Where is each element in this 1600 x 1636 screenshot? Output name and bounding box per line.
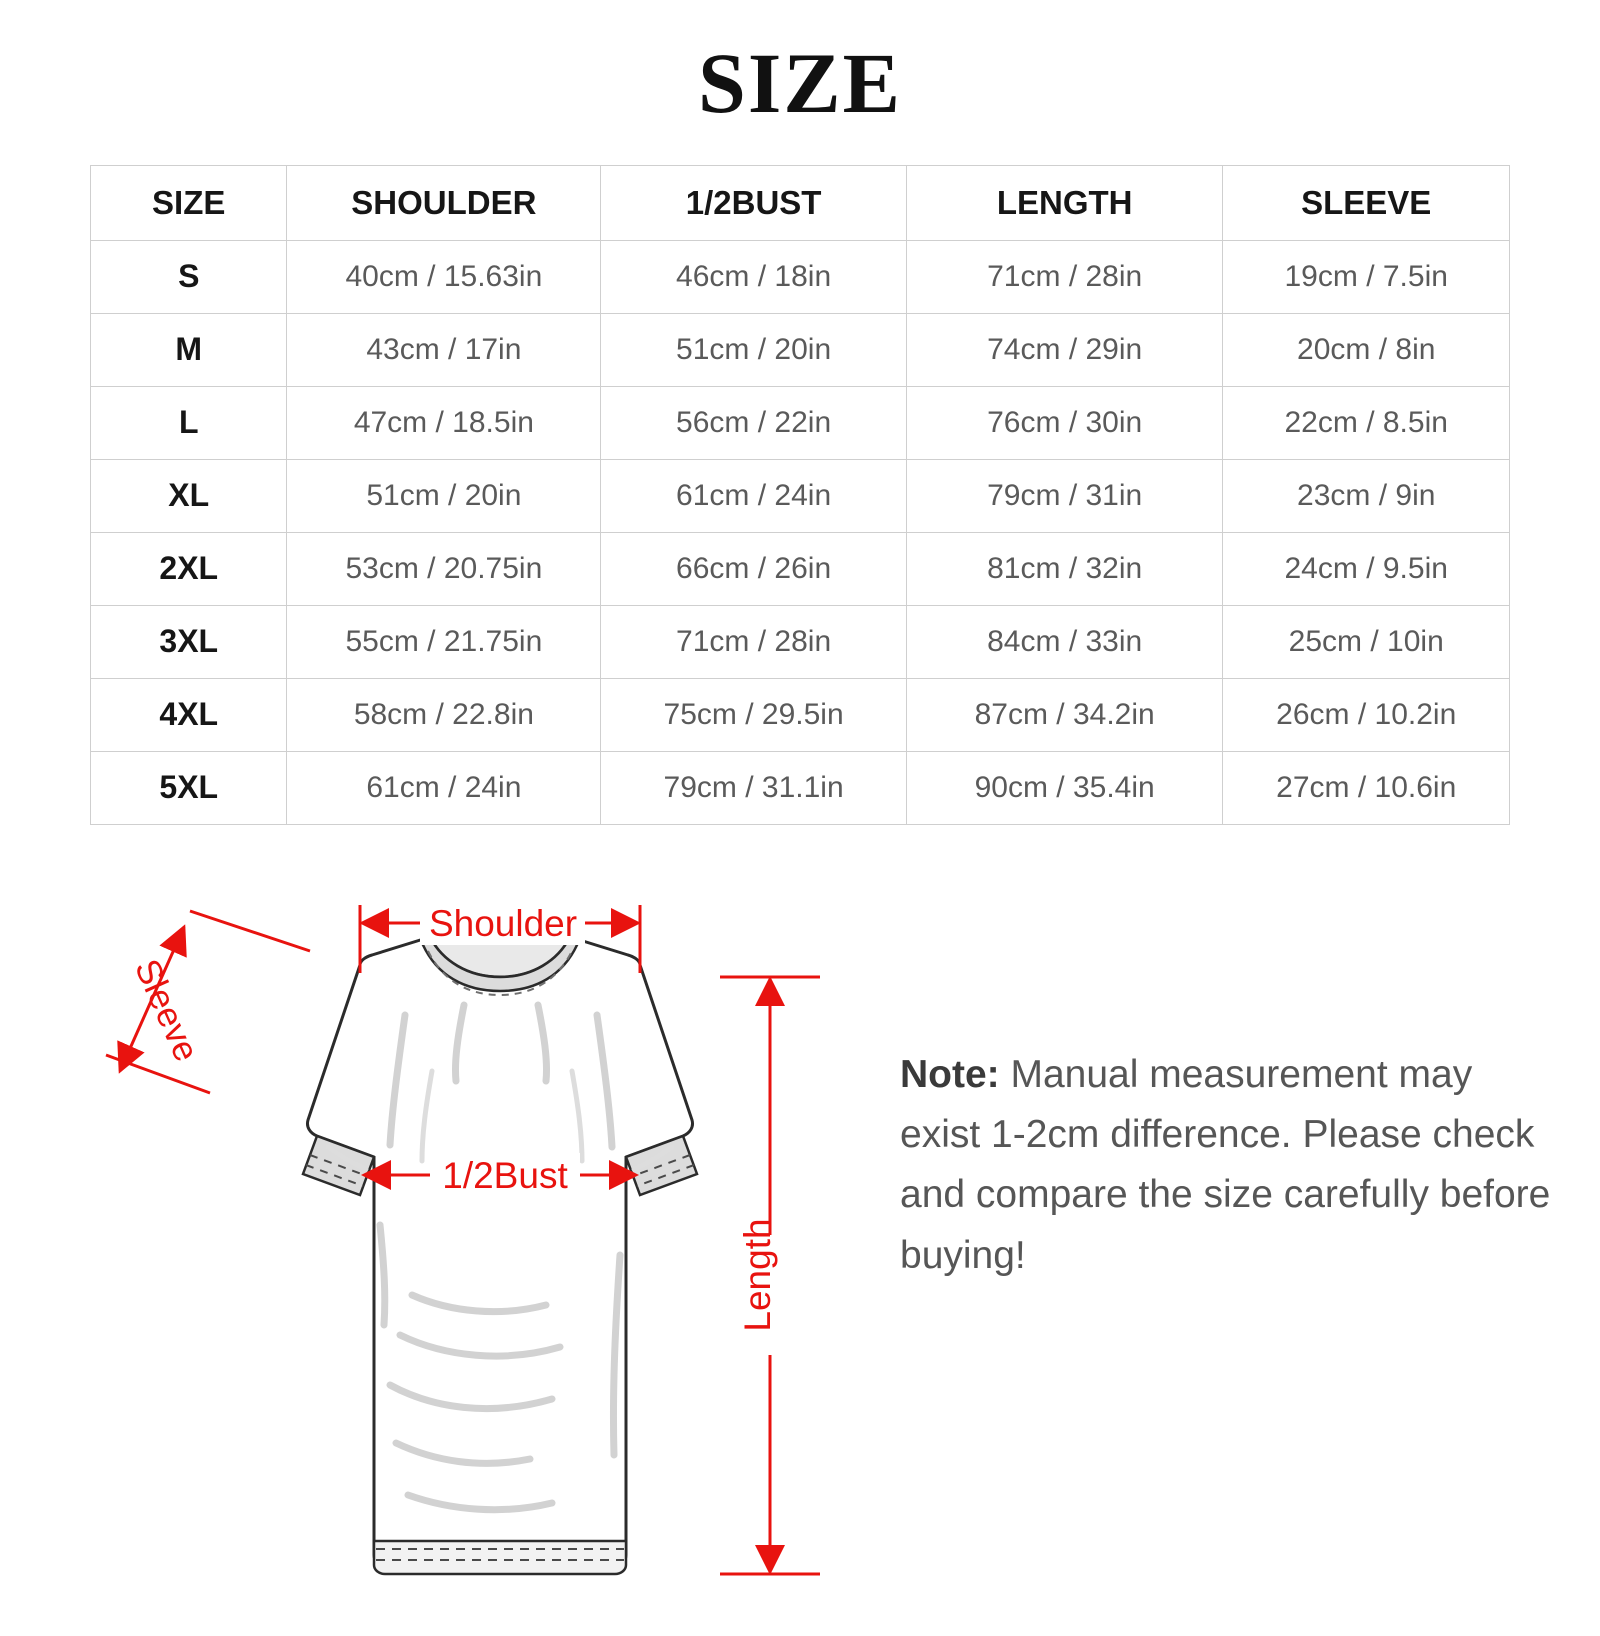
tshirt-outline	[303, 937, 697, 1574]
sleeve-label: Sleeve	[126, 953, 207, 1067]
cell-length: 84cm / 33in	[906, 605, 1223, 678]
cell-shoulder: 58cm / 22.8in	[287, 678, 601, 751]
table-row	[91, 678, 1510, 751]
tshirt-diagram	[60, 865, 920, 1625]
note-text: Manual measurement may exist 1-2cm difference. Please check and compare the size carefully before buying!	[900, 1052, 1551, 1277]
cell-size: XL	[91, 459, 287, 532]
column-header-halfbust: 1/2BUST	[601, 165, 907, 240]
halfbust-label: 1/2Bust	[442, 1154, 568, 1196]
cell-halfbust: 75cm / 29.5in	[601, 678, 907, 751]
cell-length: 74cm / 29in	[906, 313, 1223, 386]
cell-sleeve: 23cm / 9in	[1223, 459, 1510, 532]
cell-length: 76cm / 30in	[906, 386, 1223, 459]
cell-sleeve: 26cm / 10.2in	[1223, 678, 1510, 751]
shoulder-label: Shoulder	[428, 902, 578, 944]
column-header-sleeve: SLEEVE	[1223, 165, 1510, 240]
cell-halfbust: 51cm / 20in	[601, 313, 907, 386]
column-header-shoulder: SHOULDER	[287, 165, 601, 240]
cell-shoulder: 55cm / 21.75in	[287, 605, 601, 678]
cell-halfbust: 46cm / 18in	[601, 240, 907, 313]
cell-length: 71cm / 28in	[906, 240, 1223, 313]
cell-shoulder: 47cm / 18.5in	[287, 386, 601, 459]
cell-shoulder: 40cm / 15.63in	[287, 240, 601, 313]
table-row	[91, 751, 1510, 824]
cell-size: L	[91, 386, 287, 459]
cell-length: 87cm / 34.2in	[906, 678, 1223, 751]
column-header-length: LENGTH	[906, 165, 1223, 240]
column-header-size: SIZE	[91, 165, 287, 240]
cell-shoulder: 53cm / 20.75in	[287, 532, 601, 605]
cell-length: 79cm / 31in	[906, 459, 1223, 532]
table-row	[91, 605, 1510, 678]
measurement-diagram-section	[0, 865, 1600, 1625]
cell-size: 3XL	[91, 605, 287, 678]
cell-sleeve: 24cm / 9.5in	[1223, 532, 1510, 605]
table-header-row	[91, 165, 1510, 240]
table-row	[91, 313, 1510, 386]
table-row	[91, 532, 1510, 605]
cell-halfbust: 61cm / 24in	[601, 459, 907, 532]
cell-sleeve: 20cm / 8in	[1223, 313, 1510, 386]
cell-sleeve: 27cm / 10.6in	[1223, 751, 1510, 824]
cell-sleeve: 25cm / 10in	[1223, 605, 1510, 678]
cell-sleeve: 22cm / 8.5in	[1223, 386, 1510, 459]
length-label: Length	[737, 1218, 778, 1332]
size-table-container	[90, 165, 1510, 825]
cell-length: 81cm / 32in	[906, 532, 1223, 605]
cell-shoulder: 51cm / 20in	[287, 459, 601, 532]
cell-halfbust: 71cm / 28in	[601, 605, 907, 678]
note-block	[900, 1045, 1560, 1287]
cell-size: 4XL	[91, 678, 287, 751]
cell-shoulder: 43cm / 17in	[287, 313, 601, 386]
cell-length: 90cm / 35.4in	[906, 751, 1223, 824]
cell-sleeve: 19cm / 7.5in	[1223, 240, 1510, 313]
cell-size: 5XL	[91, 751, 287, 824]
cell-halfbust: 66cm / 26in	[601, 532, 907, 605]
table-row	[91, 386, 1510, 459]
cell-shoulder: 61cm / 24in	[287, 751, 601, 824]
page-title: SIZE	[697, 35, 903, 131]
cell-size: S	[91, 240, 287, 313]
table-row	[91, 240, 1510, 313]
cell-halfbust: 79cm / 31.1in	[601, 751, 907, 824]
size-chart-table	[90, 165, 1510, 825]
cell-halfbust: 56cm / 22in	[601, 386, 907, 459]
length-dimension	[720, 977, 820, 1574]
cell-size: 2XL	[91, 532, 287, 605]
note-prefix: Note:	[900, 1052, 1000, 1096]
table-row	[91, 459, 1510, 532]
cell-size: M	[91, 313, 287, 386]
sleeve-dimension	[106, 911, 310, 1093]
